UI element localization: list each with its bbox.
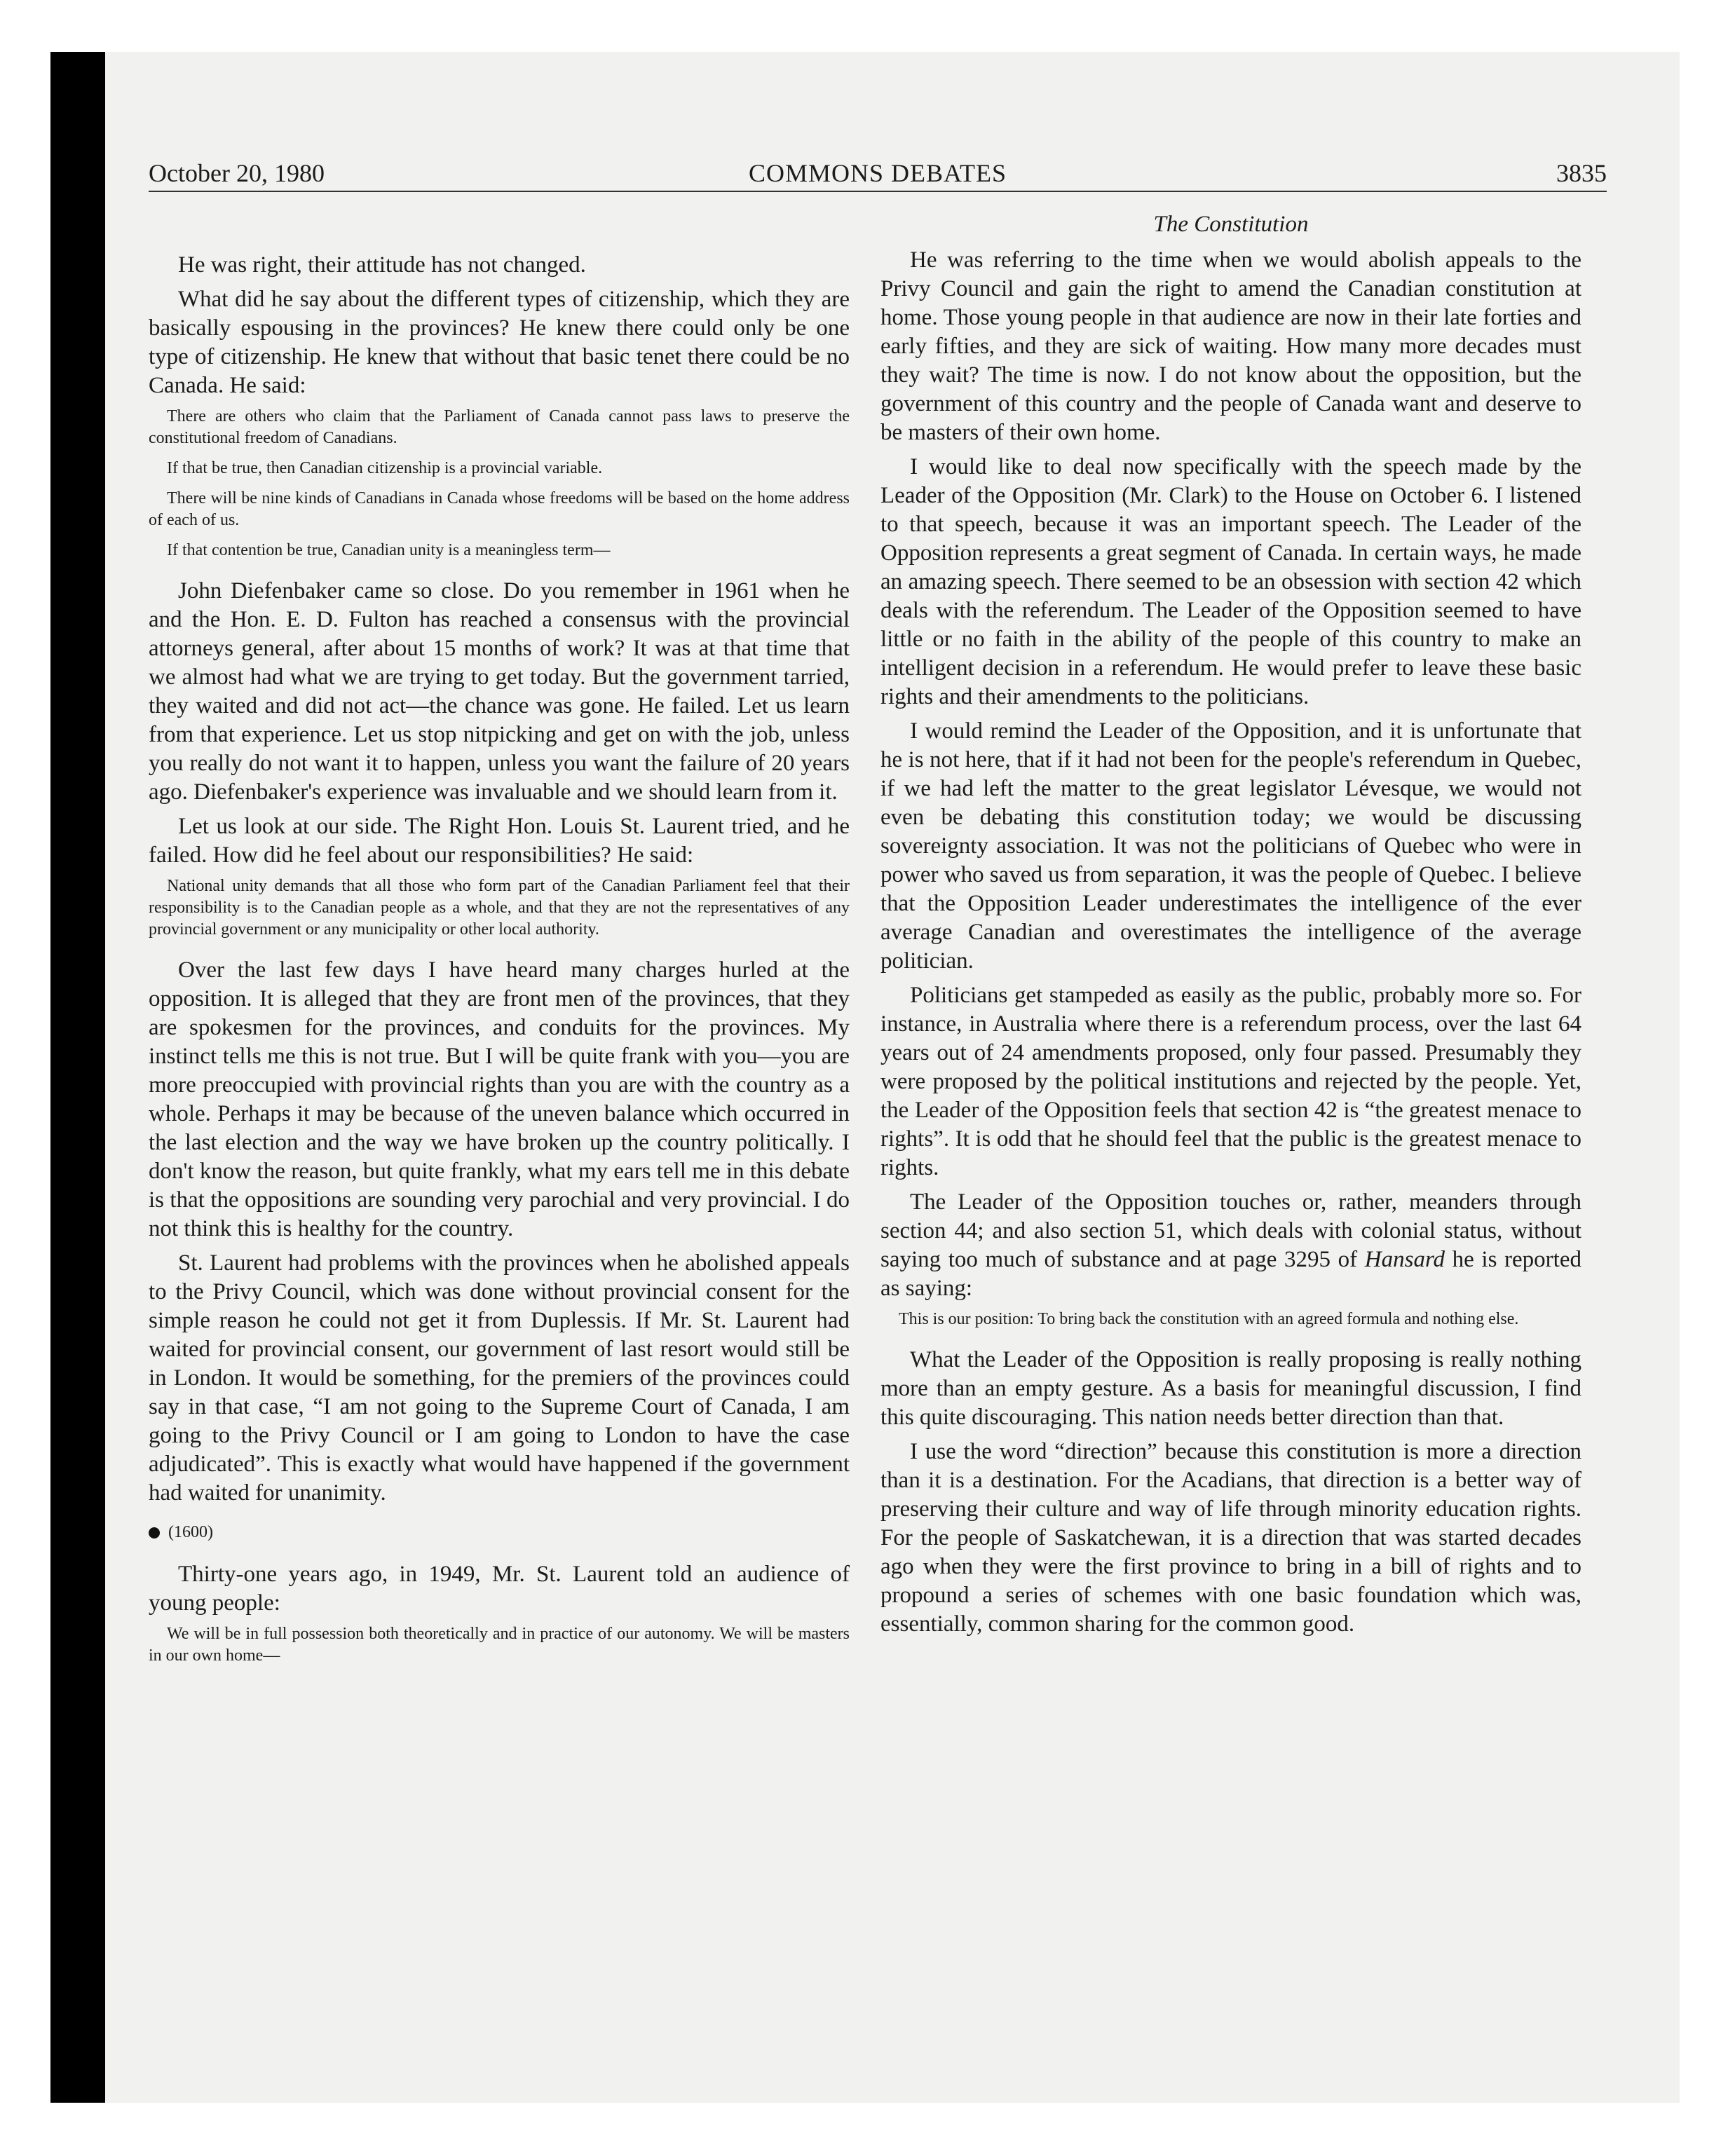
page-number: 3835 <box>1556 159 1607 187</box>
paragraph: Thirty-one years ago, in 1949, Mr. St. Laurent told an audience of young people: <box>149 1562 850 1616</box>
quoted-passage: National unity demands that all those who form part of the Canadian Parliament feel that their responsibility is to the Canadian people as a whole, and that they are not the representatives of any provincial government or any municipality or other local authority. <box>149 877 850 939</box>
quoted-passage: We will be in full possession both theoretically and in practice of our autonomy. We will be masters in our own home— <box>149 1625 850 1665</box>
paragraph: He was referring to the time when we would abolish appeals to the Privy Council and gain the right to amend the Canadian constitution at home. Those young people in that audience are now in their late forties and early fifties, and they are sick of waiting. How many more decades must they wait? The time is now. I do not know about the opposition, but the government of this country and the people of Canada want and deserve to be masters of their own home. <box>880 247 1581 445</box>
paragraph: I would remind the Leader of the Opposition, and it is unfortunate that he is not here, that if it had not been for the people's referendum in Quebec, if we had left the matter to the great legislator Lévesque, we would not even be debating this constitution today; we would be discussing sovereignty association. It was not the politicians of Quebec who were in power who saved us from separation, it was the people of Quebec. I believe that the Opposition Leader underestimates the intelligence of the ever average Canadian and overestimates the intelligence of the average politician. <box>880 718 1581 974</box>
paragraph: I use the word “direction” because this constitution is more a direction than it is a destination. For the Acadians, that direction is a better way of preserving their culture and way of life through minority education rights. For the people of Saskatchewan, it is a direction that was started decades ago when they were the first province to bring in a bill of rights and to propound a series of schemes with one basic foundation which was, essentially, common sharing for the common good. <box>880 1439 1581 1637</box>
italic-citation: Hansard <box>1364 1247 1445 1272</box>
paragraph: What the Leader of the Opposition is really proposing is really nothing more than an empty gesture. As a basis for meaningful discussion, I find this quite discouraging. This nation needs better direction than that. <box>880 1347 1581 1430</box>
paragraph-text: The Leader of the Opposition touches or, rather, meanders through section 44; and also section 51, which deals with colonial status, without saying too much of substance and at page 3295 of <box>880 1189 1581 1272</box>
paragraph: Over the last few days I have heard many charges hurled at the opposition. It is alleged that they are front men of the provinces, that they are spokesmen for the provinces, and conduits for the provinces. My instinct tells me this is not true. But I will be quite frank with you—you are more preoccupied with provincial rights than you are with the country as a whole. Perhaps it may be because of the uneven balance which occurred in the last election and the way we have broken up the country politically. I don't know the reason, but quite frankly, what my ears tell me in this debate is that the oppositions are sounding very parochial and very provincial. I do not think this is healthy for the country. <box>149 957 850 1241</box>
paragraph: He was right, their attitude has not changed. <box>178 252 586 278</box>
running-header <box>149 156 1607 192</box>
paragraph: Politicians get stampeded as easily as the public, probably more so. For instance, in Australia where there is a referendum process, over the last 64 years out of 24 amendments proposed, only four passed. Presumably they were proposed by the political institutions and rejected by the people. Yet, the Leader of the Opposition feels that section 42 is “the greatest menace to rights”. It is odd that he should feel that the public is the greatest menace to rights. <box>880 983 1581 1180</box>
right-column <box>880 210 1581 1644</box>
quoted-passage: There will be nine kinds of Canadians in Canada whose freedoms will be based on the home address of each of us. <box>149 489 850 529</box>
quoted-passage: If that contention be true, Canadian unity is a meaningless term— <box>167 541 611 559</box>
time-marker <box>149 1522 850 1543</box>
paragraph <box>880 1188 1581 1303</box>
quoted-passage: This is our position: To bring back the constitution with an agreed formula and nothing else. <box>899 1310 1519 1328</box>
paragraph-text: he is reported as saying: <box>880 1247 1581 1301</box>
left-column <box>149 251 850 1675</box>
quoted-passage: There are others who claim that the Parliament of Canada cannot pass laws to preserve the constitutional freedom of Canadians. <box>149 407 850 447</box>
time-stamp: (1600) <box>168 1523 213 1541</box>
paragraph: John Diefenbaker came so close. Do you remember in 1961 when he and the Hon. E. D. Fulton has reached a consensus with the provincial attorneys general, after about 15 months of work? It was at that time that we almost had what we are trying to get today. But the government tarried, they waited and did not act—the chance was gone. He failed. Let us learn from that experience. Let us stop nitpicking and get on with the job, unless you really do not want it to happen, unless you want the failure of 20 years ago. Diefenbaker's experience was invaluable and we should learn from it. <box>149 578 850 805</box>
section-title: The Constitution <box>1153 212 1309 237</box>
bullet-icon <box>149 1527 160 1538</box>
paragraph: Let us look at our side. The Right Hon. Louis St. Laurent tried, and he failed. How did he feel about our responsibilities? He said: <box>149 814 850 868</box>
right-column-body <box>880 246 1581 1639</box>
binding-edge <box>50 52 105 2103</box>
paragraph: What did he say about the different types of citizenship, which they are basically espousing in the provinces? He knew there could only be one type of citizenship. He knew that without that basic tenet there could be no Canada. He said: <box>149 287 850 398</box>
quoted-passage: If that be true, then Canadian citizenship is a provincial variable. <box>167 459 603 477</box>
header-title: COMMONS DEBATES <box>748 159 1007 187</box>
header-date: October 20, 1980 <box>149 159 325 187</box>
paragraph: St. Laurent had problems with the provinces when he abolished appeals to the Privy Council, which was done without provincial consent for the simple reason he could not get it from Duplessis. If Mr. St. Laurent had waited for provincial consent, our government of last resort would still be in London. It would be something, for the premiers of the provinces could say in that case, “I am not going to the Supreme Court of Canada, I am going to the Privy Council or I am going to London to have the case adjudicated”. This is exactly what would have happened if the government had waited for unanimity. <box>149 1250 850 1506</box>
paragraph: I would like to deal now specifically with the speech made by the Leader of the Opposition (Mr. Clark) to the House on October 6. I listened to that speech, because it was an important speech. The Leader of the Opposition represents a great segment of Canada. In certain ways, he made an amazing speech. There seemed to be an obsession with section 42 which deals with the referendum. The Leader of the Opposition seemed to have little or no faith in the ability of the people of this country to make an intelligent decision in a referendum. He would prefer to leave these basic rights and their amendments to the politicians. <box>880 454 1581 709</box>
